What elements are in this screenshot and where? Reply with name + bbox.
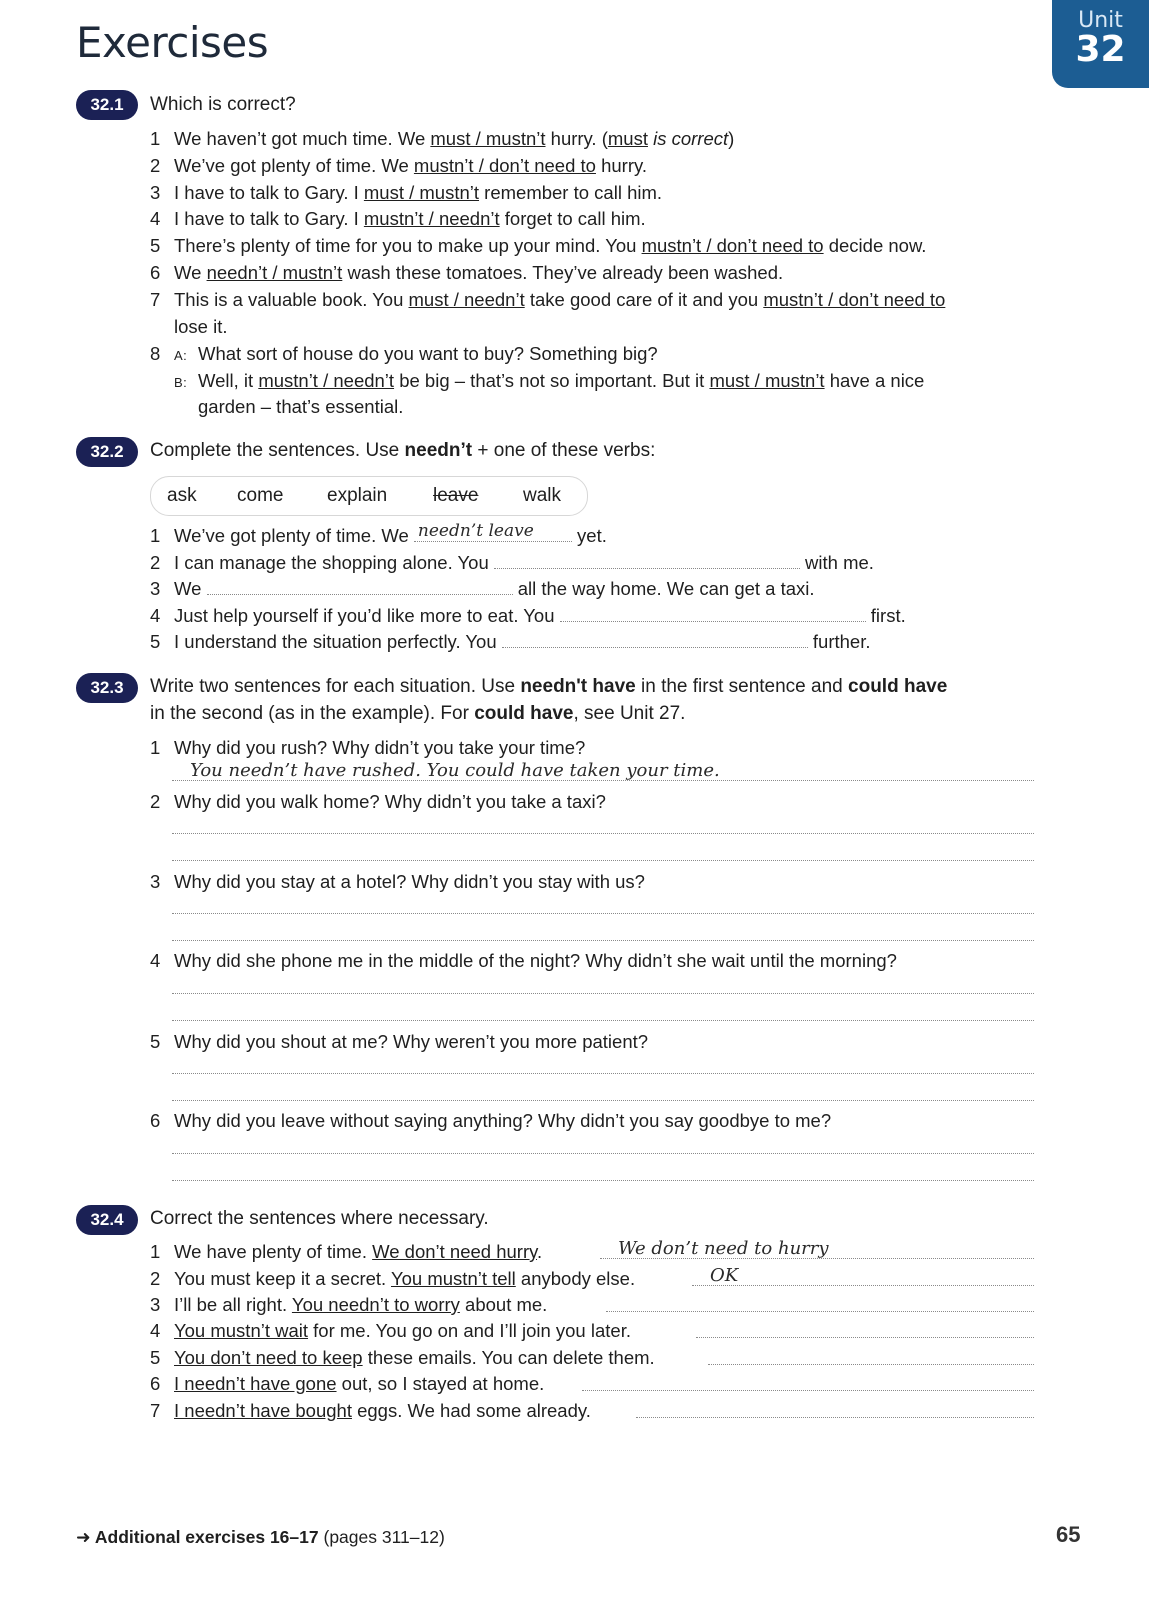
- unit-label: Unit: [1078, 8, 1123, 33]
- answer-line[interactable]: [696, 1337, 1034, 1338]
- list-item: 2 I can manage the shopping alone. You with me.: [150, 552, 874, 573]
- answer-line[interactable]: [172, 1073, 1034, 1074]
- list-item: 2 You must keep it a secret. You mustn’t tell anybody else.: [150, 1268, 636, 1289]
- list-item: 1 We have plenty of time. We don’t need hurry.: [150, 1241, 543, 1262]
- answer-line[interactable]: [172, 940, 1034, 941]
- answer-line[interactable]: [708, 1364, 1034, 1365]
- list-item: 5 I understand the situation perfectly. You further.: [150, 631, 871, 652]
- example-answer: You needn’t have rushed. You could have taken your time.: [190, 760, 720, 781]
- exercise-badge-32-1: 32.1: [76, 90, 138, 120]
- list-item: 6 We needn’t / mustn’t wash these tomatoes. They’ve already been washed.: [150, 262, 784, 283]
- list-item: 7 This is a valuable book. You must / needn’t take good care of it and you mustn’t / don’t need to: [150, 289, 946, 310]
- list-item: 3 I have to talk to Gary. I must / mustn’t remember to call him.: [150, 182, 663, 203]
- list-item-dialog-b: B: Well, it mustn’t / needn’t be big – that’s not so important. But it must / mustn’t have a nice: [174, 370, 925, 391]
- question-item: 1 Why did you rush? Why didn’t you take your time?: [150, 737, 586, 758]
- answer-line[interactable]: [172, 1153, 1034, 1154]
- page-number: 65: [1056, 1522, 1081, 1547]
- exercise-badge-32-2: 32.2: [76, 437, 138, 467]
- list-item: 7 I needn’t have bought eggs. We had some already.: [150, 1400, 591, 1421]
- answer-line[interactable]: [606, 1311, 1034, 1312]
- verb-ask: ask: [167, 485, 197, 506]
- answer-handwritten: We don’t need to hurry: [618, 1238, 829, 1259]
- footer-link[interactable]: ➜ Additional exercises 16–17 (pages 311–12): [76, 1527, 445, 1547]
- answer-line[interactable]: [692, 1285, 1034, 1286]
- exercise-heading-32-4: Correct the sentences where necessary.: [150, 1208, 489, 1229]
- unit-number: 32: [1075, 29, 1126, 70]
- list-item: 6 I needn’t have gone out, so I stayed at home.: [150, 1373, 545, 1394]
- answer-handwritten: OK: [710, 1265, 739, 1286]
- answer-blank[interactable]: [494, 552, 800, 569]
- verb-leave: leave: [433, 485, 479, 506]
- list-item: 3 We all the way home. We can get a taxi.: [150, 578, 815, 599]
- list-item: 2 We’ve got plenty of time. We mustn’t / don’t need to hurry.: [150, 155, 648, 176]
- page-title: Exercises: [76, 18, 269, 67]
- list-item: 5 You don’t need to keep these emails. You can delete them.: [150, 1347, 655, 1368]
- exercise-heading-32-3: Write two sentences for each situation. Use needn't have in the first sentence and could have: [150, 676, 948, 697]
- answer-line[interactable]: [636, 1417, 1034, 1418]
- answer-line[interactable]: [600, 1258, 1034, 1259]
- answer-line[interactable]: [172, 780, 1034, 781]
- answer-line[interactable]: [172, 1100, 1034, 1101]
- verb-explain: explain: [327, 485, 388, 506]
- list-item: 1 We haven’t got much time. We must / mustn’t hurry. (must is correct): [150, 128, 735, 149]
- question-item: 6 Why did you leave without saying anything? Why didn’t you say goodbye to me?: [150, 1110, 832, 1131]
- exercise-badge-32-4: 32.4: [76, 1205, 138, 1235]
- question-item: 5 Why did you shout at me? Why weren’t you more patient?: [150, 1031, 649, 1052]
- answer-blank[interactable]: [207, 578, 513, 595]
- exercise-badge-32-3: 32.3: [76, 673, 138, 703]
- list-item: 4 Just help yourself if you’d like more to eat. You first.: [150, 605, 906, 626]
- question-item: 2 Why did you walk home? Why didn’t you take a taxi?: [150, 791, 606, 812]
- list-item: 8 A: What sort of house do you want to buy? Something big?: [150, 343, 658, 364]
- answer-blank[interactable]: [502, 631, 808, 648]
- verb-come: come: [237, 485, 284, 506]
- exercise-heading-32-1: Which is correct?: [150, 94, 296, 115]
- verb-walk: walk: [523, 485, 562, 506]
- list-item: 3 I’ll be all right. You needn’t to worry about me.: [150, 1294, 548, 1315]
- answer-line[interactable]: [172, 913, 1034, 914]
- list-item: 5 There’s plenty of time for you to make up your mind. You mustn’t / don’t need to decide now.: [150, 235, 927, 256]
- answer-line[interactable]: [172, 860, 1034, 861]
- answer-blank[interactable]: [560, 605, 866, 622]
- list-item: 4 You mustn’t wait for me. You go on and I’ll join you later.: [150, 1320, 631, 1341]
- answer-line[interactable]: [172, 833, 1034, 834]
- question-item: 3 Why did you stay at a hotel? Why didn’t you stay with us?: [150, 871, 645, 892]
- list-item-continuation: garden – that’s essential.: [198, 396, 404, 417]
- question-item: 4 Why did she phone me in the middle of the night? Why didn’t she wait until the morning?: [150, 950, 897, 971]
- list-item-continuation: lose it.: [174, 316, 228, 337]
- answer-line[interactable]: [582, 1390, 1034, 1391]
- exercise-heading-32-3-line2: in the second (as in the example). For could have, see Unit 27.: [150, 703, 686, 724]
- list-item: 1 We’ve got plenty of time. We needn’t leave yet.: [150, 521, 607, 546]
- arrow-right-icon: ➜: [76, 1527, 91, 1547]
- answer-blank[interactable]: needn’t leave: [414, 525, 572, 542]
- verb-box: [150, 476, 588, 516]
- answer-line[interactable]: [172, 1180, 1034, 1181]
- answer-line[interactable]: [172, 1020, 1034, 1021]
- answer-line[interactable]: [172, 993, 1034, 994]
- list-item: 4 I have to talk to Gary. I mustn’t / needn’t forget to call him.: [150, 208, 646, 229]
- unit-tab: [1052, 0, 1149, 88]
- exercise-heading-32-2: Complete the sentences. Use needn’t + one of these verbs:: [150, 440, 656, 461]
